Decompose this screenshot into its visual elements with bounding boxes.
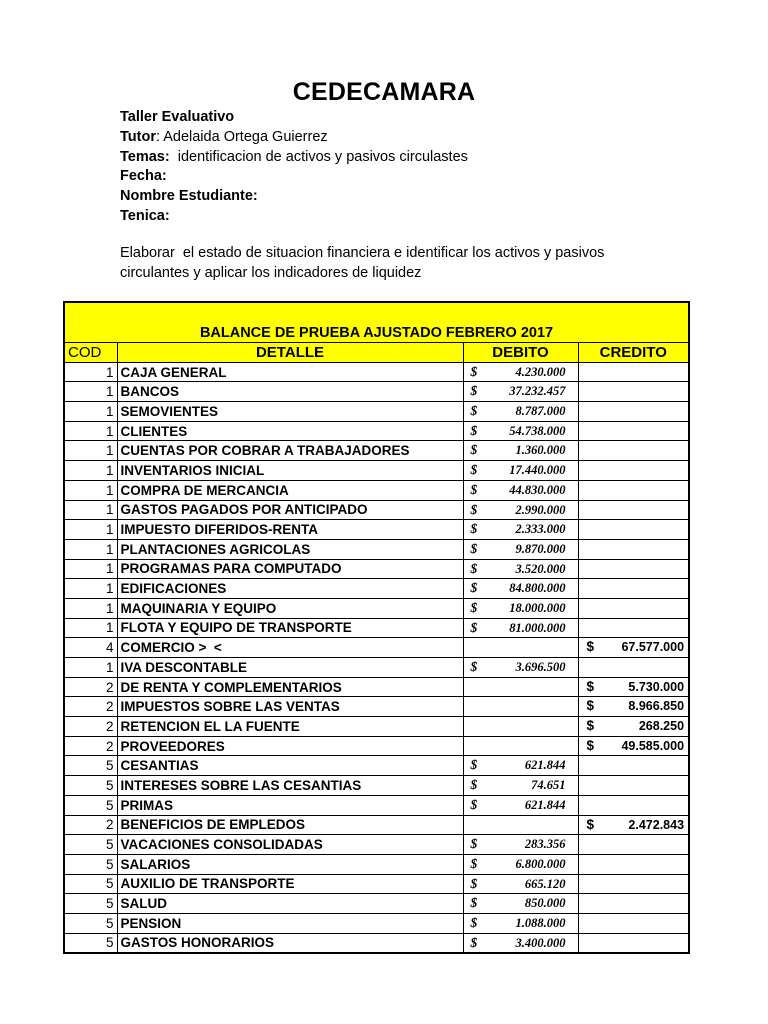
cell-credito xyxy=(578,559,689,579)
temas-value: identificacion de activos y pasivos circulastes xyxy=(169,148,468,165)
cell-credito xyxy=(578,382,689,402)
cell-credito xyxy=(578,854,689,874)
currency-symbol: $ xyxy=(470,560,478,576)
cell-debito xyxy=(463,913,578,933)
cell-detalle: MAQUINARIA Y EQUIPO xyxy=(117,598,463,618)
cell-credito xyxy=(578,717,689,737)
cell-debito xyxy=(463,500,578,520)
cell-credito xyxy=(578,500,689,520)
cell-debito xyxy=(463,421,578,441)
cell-cod: 5 xyxy=(64,756,117,776)
cell-credito xyxy=(578,539,689,559)
currency-symbol: $ xyxy=(470,383,478,399)
cell-debito xyxy=(463,618,578,638)
cell-debito xyxy=(463,658,578,678)
table-row xyxy=(64,933,689,953)
table-row xyxy=(64,579,689,599)
cell-cod: 1 xyxy=(64,658,117,678)
currency-symbol: $ xyxy=(470,403,478,419)
cell-cod: 2 xyxy=(64,815,117,835)
cell-detalle: IMPUESTO DIFERIDOS-RENTA xyxy=(117,520,463,540)
table-row xyxy=(64,854,689,874)
cell-debito xyxy=(463,480,578,500)
cell-debito xyxy=(463,815,578,835)
cell-cod: 2 xyxy=(64,736,117,756)
cell-detalle: PRIMAS xyxy=(117,795,463,815)
credito-amount: 5.730.000 xyxy=(628,679,685,694)
table-row xyxy=(64,756,689,776)
cell-credito xyxy=(578,677,689,697)
debito-amount: 3.520.000 xyxy=(515,561,566,576)
debito-amount: 850.000 xyxy=(524,896,566,911)
debito-amount: 18.000.000 xyxy=(509,600,566,615)
cell-detalle: SALUD xyxy=(117,894,463,914)
cell-credito xyxy=(578,815,689,835)
cell-debito xyxy=(463,736,578,756)
table-row xyxy=(64,717,689,737)
cell-debito xyxy=(463,854,578,874)
credito-amount: 268.250 xyxy=(638,719,685,734)
currency-symbol: $ xyxy=(470,777,478,793)
cell-cod: 1 xyxy=(64,520,117,540)
debito-amount: 3.400.000 xyxy=(515,935,566,950)
cell-cod: 2 xyxy=(64,697,117,717)
tutor-line xyxy=(120,128,468,148)
debito-amount: 3.696.500 xyxy=(515,660,566,674)
cell-detalle: IMPUESTOS SOBRE LAS VENTAS xyxy=(117,697,463,717)
credito-amount: 49.585.000 xyxy=(621,738,685,753)
table-row xyxy=(64,776,689,796)
cell-cod: 5 xyxy=(64,894,117,914)
table-row xyxy=(64,658,689,678)
subtitle-line xyxy=(120,108,468,128)
cell-debito xyxy=(463,795,578,815)
instructions: Elaborar el estado de situacion financiera e identificar los activos y pasivos circulantes y aplicar los indicadores de liquidez xyxy=(120,245,609,281)
cell-cod: 5 xyxy=(64,854,117,874)
cell-cod: 1 xyxy=(64,480,117,500)
table-row xyxy=(64,559,689,579)
cell-debito xyxy=(463,402,578,422)
currency-symbol: $ xyxy=(586,718,595,734)
cell-credito xyxy=(578,461,689,481)
debito-amount: 54.738.000 xyxy=(509,423,566,438)
cell-detalle: PENSION xyxy=(117,913,463,933)
debito-amount: 621.844 xyxy=(524,797,566,812)
cell-credito xyxy=(578,520,689,540)
temas-label: Temas: xyxy=(120,148,170,165)
cell-debito xyxy=(463,894,578,914)
cell-credito xyxy=(578,421,689,441)
cell-detalle: IVA DESCONTABLE xyxy=(117,658,463,678)
cell-cod: 1 xyxy=(64,421,117,441)
table-row xyxy=(64,441,689,461)
cell-detalle: CAJA GENERAL xyxy=(117,362,463,382)
table-row xyxy=(64,913,689,933)
cell-credito xyxy=(578,736,689,756)
cell-cod: 1 xyxy=(64,500,117,520)
table-row xyxy=(64,480,689,500)
currency-symbol: $ xyxy=(470,855,478,871)
cell-debito xyxy=(463,697,578,717)
debito-amount: 74.651 xyxy=(531,778,566,793)
debito-amount: 1.088.000 xyxy=(515,915,566,930)
currency-symbol: $ xyxy=(470,462,478,478)
cell-detalle: COMPRA DE MERCANCIA xyxy=(117,480,463,500)
cell-detalle: RETENCION EL LA FUENTE xyxy=(117,717,463,737)
table-row xyxy=(64,520,689,540)
fecha-label: Fecha: xyxy=(120,168,167,185)
table-row xyxy=(64,815,689,835)
table-row xyxy=(64,736,689,756)
table-row xyxy=(64,402,689,422)
cell-credito xyxy=(578,480,689,500)
credito-amount: 67.577.000 xyxy=(621,640,685,655)
cell-detalle: BANCOS xyxy=(117,382,463,402)
debito-amount: 621.844 xyxy=(524,758,566,773)
currency-symbol: $ xyxy=(470,422,478,438)
tutor-label: Tutor xyxy=(120,128,156,145)
cell-cod: 5 xyxy=(64,874,117,894)
cell-credito xyxy=(578,776,689,796)
cell-credito xyxy=(578,618,689,638)
cell-debito xyxy=(463,559,578,579)
currency-symbol: $ xyxy=(470,895,478,911)
table-banner-row xyxy=(64,302,689,343)
cell-debito xyxy=(463,677,578,697)
cell-detalle: PROVEEDORES xyxy=(117,736,463,756)
cell-credito xyxy=(578,441,689,461)
currency-symbol: $ xyxy=(470,757,478,773)
cell-credito xyxy=(578,362,689,382)
debito-amount: 84.800.000 xyxy=(509,581,566,596)
cell-debito xyxy=(463,874,578,894)
cell-debito xyxy=(463,776,578,796)
cell-detalle: BENEFICIOS DE EMPLEDOS xyxy=(117,815,463,835)
table-row xyxy=(64,539,689,559)
cell-detalle: EDIFICACIONES xyxy=(117,579,463,599)
currency-symbol: $ xyxy=(470,363,478,379)
estudiante-line xyxy=(120,187,468,207)
cell-credito xyxy=(578,402,689,422)
currency-symbol: $ xyxy=(586,698,595,714)
currency-symbol: $ xyxy=(470,599,478,615)
cell-cod: 1 xyxy=(64,618,117,638)
cell-cod: 1 xyxy=(64,579,117,599)
cell-detalle: FLOTA Y EQUIPO DE TRANSPORTE xyxy=(117,618,463,638)
currency-symbol: $ xyxy=(470,442,478,458)
cell-debito xyxy=(463,441,578,461)
currency-symbol: $ xyxy=(470,934,478,950)
temas-line xyxy=(120,148,468,168)
tecnica-line xyxy=(120,207,468,227)
cell-credito xyxy=(578,795,689,815)
cell-detalle: SEMOVIENTES xyxy=(117,402,463,422)
cell-debito xyxy=(463,933,578,953)
cell-cod: 1 xyxy=(64,382,117,402)
table-row xyxy=(64,874,689,894)
tutor-value: : Adelaida Ortega Guierrez xyxy=(155,128,328,145)
debito-amount: 81.000.000 xyxy=(509,620,566,635)
cell-detalle: PROGRAMAS PARA COMPUTADO xyxy=(117,559,463,579)
cell-cod: 5 xyxy=(64,933,117,953)
cell-debito xyxy=(463,756,578,776)
subtitle: Taller Evaluativo xyxy=(120,109,235,125)
cell-cod: 1 xyxy=(64,461,117,481)
currency-symbol: $ xyxy=(470,481,478,497)
table-row xyxy=(64,894,689,914)
cell-cod: 1 xyxy=(64,441,117,461)
table-row xyxy=(64,362,689,382)
debito-amount: 2.990.000 xyxy=(515,502,566,517)
cell-debito xyxy=(463,461,578,481)
cell-debito xyxy=(463,717,578,737)
cell-credito xyxy=(578,638,689,658)
currency-symbol: $ xyxy=(586,678,595,694)
debito-amount: 283.356 xyxy=(524,837,566,852)
cell-detalle: CUENTAS POR COBRAR A TRABAJADORES xyxy=(117,441,463,461)
column-header-cod: COD xyxy=(64,343,117,363)
page-title: CEDECAMARA xyxy=(292,78,476,106)
cell-detalle: SALARIOS xyxy=(117,854,463,874)
fecha-line xyxy=(120,167,468,187)
cell-debito xyxy=(463,579,578,599)
cell-credito xyxy=(578,697,689,717)
cell-cod: 1 xyxy=(64,559,117,579)
tecnica-label: Tenica: xyxy=(120,207,170,224)
debito-amount: 44.830.000 xyxy=(509,482,566,497)
cell-credito xyxy=(578,933,689,953)
currency-symbol: $ xyxy=(470,875,478,891)
balance-table xyxy=(63,301,690,954)
table-row xyxy=(64,697,689,717)
estudiante-label: Nombre Estudiante: xyxy=(120,188,258,205)
cell-credito xyxy=(578,913,689,933)
cell-credito xyxy=(578,874,689,894)
column-header-debito: DEBITO xyxy=(463,343,578,363)
table-header-row xyxy=(64,343,689,363)
cell-detalle: INTERESES SOBRE LAS CESANTIAS xyxy=(117,776,463,796)
table-row xyxy=(64,677,689,697)
cell-debito xyxy=(463,835,578,855)
cell-cod: 5 xyxy=(64,913,117,933)
table-banner: BALANCE DE PRUEBA AJUSTADO FEBRERO 2017 xyxy=(64,302,689,343)
cell-detalle: GASTOS PAGADOS POR ANTICIPADO xyxy=(117,500,463,520)
table-row xyxy=(64,500,689,520)
cell-debito xyxy=(463,539,578,559)
cell-debito xyxy=(463,362,578,382)
currency-symbol: $ xyxy=(470,501,478,517)
cell-detalle: AUXILIO DE TRANSPORTE xyxy=(117,874,463,894)
currency-symbol: $ xyxy=(586,816,595,832)
currency-symbol: $ xyxy=(470,914,478,930)
currency-symbol: $ xyxy=(470,659,478,674)
currency-symbol: $ xyxy=(586,737,595,753)
table-row xyxy=(64,461,689,481)
table-row xyxy=(64,618,689,638)
credito-amount: 2.472.843 xyxy=(628,817,685,832)
cell-cod: 2 xyxy=(64,677,117,697)
cell-detalle: INVENTARIOS INICIAL xyxy=(117,461,463,481)
currency-symbol: $ xyxy=(470,521,478,537)
column-header-detalle: DETALLE xyxy=(117,343,463,363)
cell-credito xyxy=(578,658,689,678)
debito-amount: 4.230.000 xyxy=(515,364,566,379)
cell-cod: 5 xyxy=(64,776,117,796)
table-row xyxy=(64,835,689,855)
currency-symbol: $ xyxy=(470,540,478,556)
currency-symbol: $ xyxy=(470,836,478,852)
currency-symbol: $ xyxy=(586,639,595,655)
cell-detalle: DE RENTA Y COMPLEMENTARIOS xyxy=(117,677,463,697)
debito-amount: 9.870.000 xyxy=(515,541,566,556)
cell-credito xyxy=(578,894,689,914)
debito-amount: 17.440.000 xyxy=(509,463,566,478)
debito-amount: 2.333.000 xyxy=(515,522,566,537)
column-header-credito: CREDITO xyxy=(578,343,689,363)
cell-detalle: VACACIONES CONSOLIDADAS xyxy=(117,835,463,855)
cell-detalle: PLANTACIONES AGRICOLAS xyxy=(117,539,463,559)
header-info xyxy=(120,108,468,227)
debito-amount: 8.787.000 xyxy=(515,404,566,419)
cell-cod: 2 xyxy=(64,717,117,737)
cell-cod: 1 xyxy=(64,539,117,559)
cell-cod: 4 xyxy=(64,638,117,658)
debito-amount: 1.360.000 xyxy=(515,443,566,458)
cell-detalle: COMERCIO > < xyxy=(117,638,463,658)
currency-symbol: $ xyxy=(470,580,478,596)
cell-debito xyxy=(463,638,578,658)
cell-credito xyxy=(578,835,689,855)
debito-amount: 6.800.000 xyxy=(515,856,566,871)
cell-detalle: CLIENTES xyxy=(117,421,463,441)
cell-cod: 1 xyxy=(64,362,117,382)
debito-amount: 665.120 xyxy=(524,876,566,891)
cell-cod: 1 xyxy=(64,402,117,422)
cell-credito xyxy=(578,756,689,776)
cell-debito xyxy=(463,598,578,618)
cell-credito xyxy=(578,579,689,599)
currency-symbol: $ xyxy=(470,619,478,635)
table-row xyxy=(64,795,689,815)
cell-debito xyxy=(463,520,578,540)
cell-cod: 1 xyxy=(64,598,117,618)
cell-detalle: CESANTIAS xyxy=(117,756,463,776)
cell-detalle: GASTOS HONORARIOS xyxy=(117,933,463,953)
table-row xyxy=(64,382,689,402)
cell-cod: 5 xyxy=(64,835,117,855)
credito-amount: 8.966.850 xyxy=(628,699,685,714)
table-row xyxy=(64,421,689,441)
table-row xyxy=(64,598,689,618)
debito-amount: 37.232.457 xyxy=(509,384,566,399)
cell-debito xyxy=(463,382,578,402)
cell-credito xyxy=(578,598,689,618)
table-row xyxy=(64,638,689,658)
cell-cod: 5 xyxy=(64,795,117,815)
currency-symbol: $ xyxy=(470,796,478,812)
